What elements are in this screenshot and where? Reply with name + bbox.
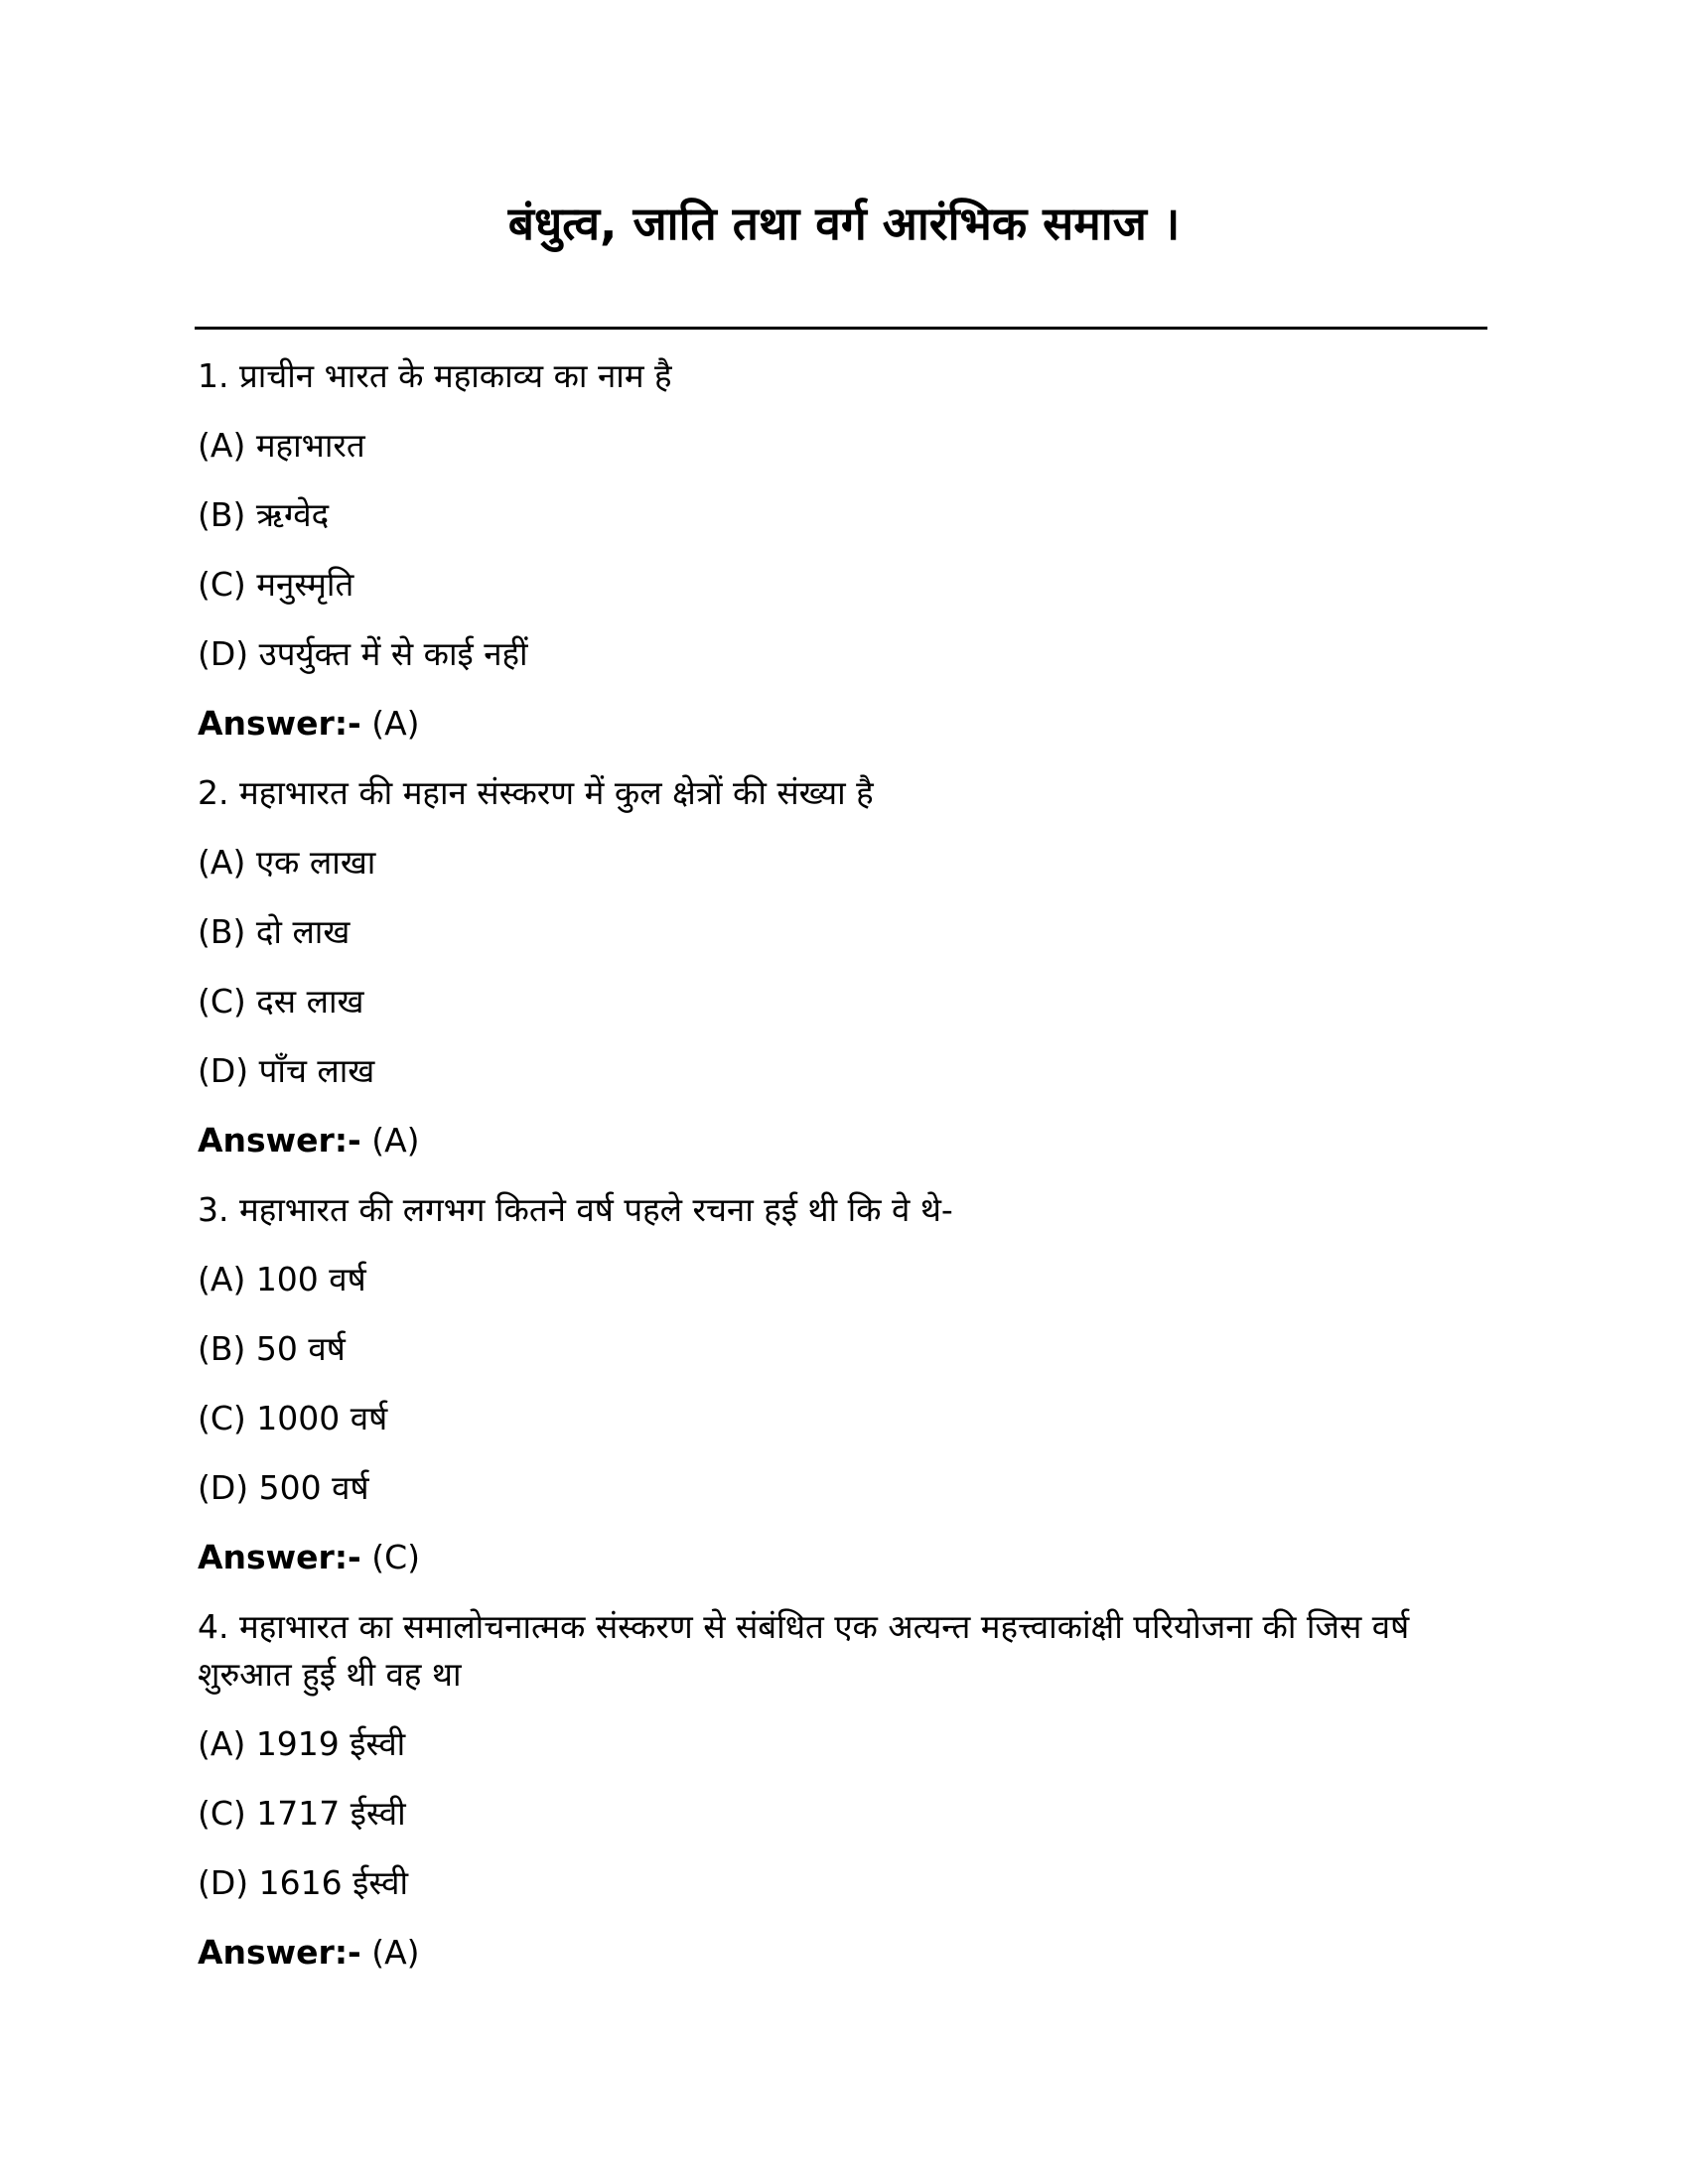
option-d: (D) 1616 ईस्वी xyxy=(198,1863,409,1902)
question-4 xyxy=(198,1603,1488,1977)
answer-label: Answer:- xyxy=(198,704,361,743)
answer-line xyxy=(198,700,1488,748)
option-d: (D) उपर्युक्त में से काई नहीं xyxy=(198,634,528,673)
answer-value: (A) xyxy=(371,1933,420,1972)
question-text: 4. महाभारत का समालोचनात्मक संस्करण से संबंधित एक अत्यन्त महत्त्वाकांक्षी परियोजना की जिस वर्ष शुरुआत हुई थी वह था xyxy=(198,1607,1410,1694)
option-b: (B) 50 वर्ष xyxy=(198,1329,346,1368)
page-title: बंधुत्व, जाति तथा वर्ग आरंभिक समाज । xyxy=(507,197,1181,250)
option-d: (D) 500 वर्ष xyxy=(198,1468,369,1507)
answer-line xyxy=(198,1929,1488,1977)
answer-label: Answer:- xyxy=(198,1538,361,1576)
option-d: (D) पाँच लाख xyxy=(198,1051,375,1090)
question-text: 2. महाभारत की महान संस्करण में कुल क्षेत्रों की संख्या है xyxy=(198,773,874,812)
answer-label: Answer:- xyxy=(198,1121,361,1160)
question-list xyxy=(198,352,1488,1998)
option-c: (C) 1717 ईस्वी xyxy=(198,1794,406,1833)
title-divider xyxy=(195,327,1487,330)
option-c: (C) 1000 वर्ष xyxy=(198,1399,388,1437)
answer-value: (C) xyxy=(371,1538,421,1576)
option-b: (B) दो लाख xyxy=(198,912,351,951)
question-1 xyxy=(198,352,1488,748)
option-b: (B) ऋग्वेद xyxy=(198,495,330,534)
option-a: (A) महाभारत xyxy=(198,426,365,465)
answer-line xyxy=(198,1117,1488,1164)
answer-line xyxy=(198,1534,1488,1581)
answer-value: (A) xyxy=(371,704,420,743)
question-2 xyxy=(198,769,1488,1164)
question-3 xyxy=(198,1186,1488,1581)
option-a: (A) एक लाखा xyxy=(198,843,376,882)
answer-value: (A) xyxy=(371,1121,420,1160)
question-text: 3. महाभारत की लगभग कितने वर्ष पहले रचना हई थी कि वे थे- xyxy=(198,1190,953,1229)
question-text: 1. प्राचीन भारत के महाकाव्य का नाम है xyxy=(198,356,672,395)
answer-label: Answer:- xyxy=(198,1933,361,1972)
option-c: (C) मनुस्मृति xyxy=(198,565,354,604)
option-a: (A) 100 वर्ष xyxy=(198,1260,366,1298)
option-c: (C) दस लाख xyxy=(198,982,364,1021)
option-a: (A) 1919 ईस्वी xyxy=(198,1724,406,1763)
